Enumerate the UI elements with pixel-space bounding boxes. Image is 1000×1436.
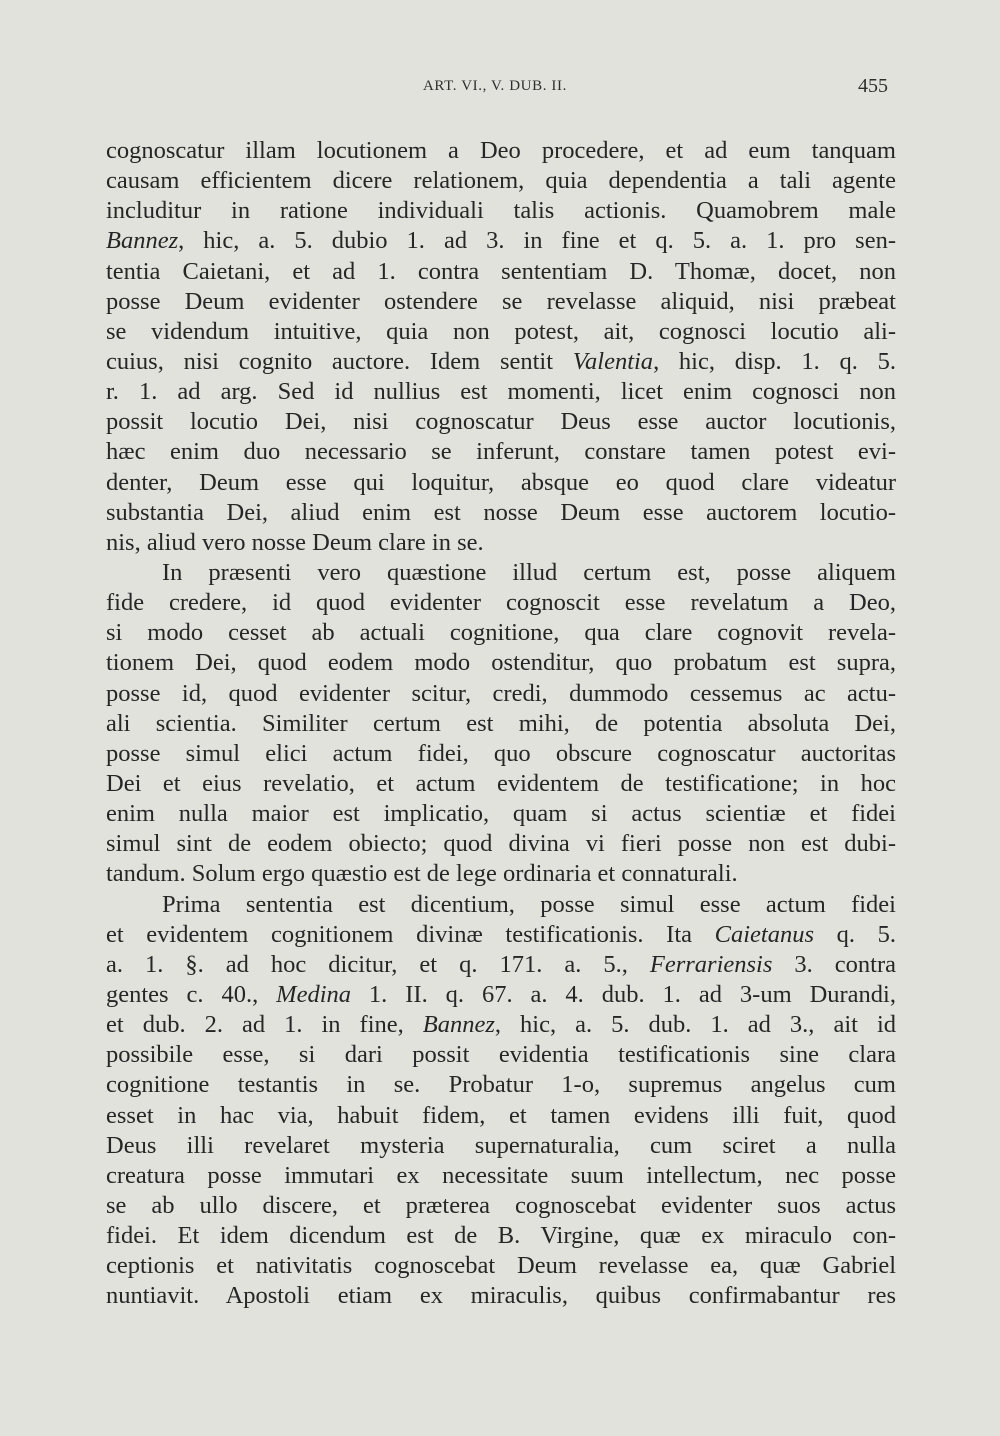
text-line: enim nulla maior est implicatio, quam si actus scientiæ et fidei (106, 800, 896, 828)
text-line: cuius, nisi cognito auctore. Idem sentit Valentia, hic, disp. 1. q. 5. (106, 347, 896, 375)
text-line: se videndum intuitive, quia non potest, ait, cognosci locutio ali- (106, 317, 896, 345)
text-line: fidei. Et idem dicendum est de B. Virgine, quæ ex miraculo con- (106, 1222, 896, 1250)
text-line: et dub. 2. ad 1. in fine, Bannez, hic, a. 5. dub. 1. ad 3., ait id (106, 1011, 897, 1039)
running-title: ART. VI., V. DUB. II. (423, 78, 567, 94)
text-line: esset in hac via, habuit fidem, et tamen evidens illi fuit, quod (106, 1101, 896, 1129)
text-line: hæc enim duo necessario se inferunt, constare tamen potest evi- (106, 438, 896, 466)
page-header (0, 75, 1000, 102)
text-line: a. 1. §. ad hoc dicitur, et q. 171. a. 5., Ferrariensis 3. contra (106, 950, 896, 978)
text-line: includitur in ratione individuali talis actionis. Quamobrem male (106, 197, 896, 225)
text-line: Deus illi revelaret mysteria supernaturalia, cum sciret a nulla (106, 1131, 896, 1159)
text-line: Dei et eius revelatio, et actum evidentem de testificatione; in hoc (106, 769, 896, 797)
page-number: 455 (858, 75, 888, 97)
text-line: tandum. Solum ergo quæstio est de lege ordinaria et connaturali. (106, 860, 738, 888)
text-line: gentes c. 40., Medina 1. II. q. 67. a. 4. dub. 1. ad 3-um Durandi, (106, 980, 896, 1008)
text-line: tentia Caietani, et ad 1. contra sententiam D. Thomæ, docet, non (106, 257, 896, 285)
text-line: ceptionis et nativitatis cognoscebat Deum revelasse ea, quæ Gabriel (106, 1252, 896, 1280)
text-line: tionem Dei, quod eodem modo ostenditur, quo probatum est supra, (106, 649, 896, 677)
text-line: cognitione testantis in se. Probatur 1-o, supremus angelus cum (106, 1071, 896, 1099)
text-line: posse id, quod evidenter scitur, credi, dummodo cessemus ac actu- (106, 679, 896, 707)
text-line: causam efficientem dicere relationem, quia dependentia a tali agente (106, 167, 896, 195)
text-line: et evidentem cognitionem divinæ testificationis. Ita Caietanus q. 5. (106, 920, 896, 948)
text-line: posse Deum evidenter ostendere se revelasse aliquid, nisi præbeat (106, 287, 896, 315)
paragraph-first-line: Prima sententia est dicentium, posse simul esse actum fidei (162, 890, 896, 918)
text-line: nis, aliud vero nosse Deum clare in se. (106, 528, 484, 556)
body-text (106, 136, 896, 1311)
text-line: cognoscatur illam locutionem a Deo procedere, et ad eum tanquam (106, 137, 896, 164)
text-line: possibile esse, si dari possit evidentia testificationis sine clara (106, 1041, 896, 1069)
paragraph-first-line: In præsenti vero quæstione illud certum est, posse aliquem (162, 558, 896, 586)
text-line: denter, Deum esse qui loquitur, absque eo quod clare videatur (106, 468, 896, 496)
text-line: creatura posse immutari ex necessitate suum intellectum, nec posse (106, 1161, 896, 1189)
text-line: r. 1. ad arg. Sed id nullius est momenti, licet enim cognosci non (106, 378, 896, 406)
text-line: simul sint de eodem obiecto; quod divina vi fieri posse non est dubi- (106, 830, 896, 858)
text-line: nuntiavit. Apostoli etiam ex miraculis, quibus confirmabantur res (106, 1282, 896, 1310)
text-line: posse simul elici actum fidei, quo obscure cognoscatur auctoritas (106, 739, 896, 767)
text-line: substantia Dei, aliud enim est nosse Deum esse auctorem locutio- (106, 498, 896, 526)
text-line: se ab ullo discere, et præterea cognoscebat evidenter suos actus (106, 1191, 896, 1219)
text-line: si modo cesset ab actuali cognitione, qua clare cognovit revela- (106, 619, 896, 647)
text-line: Bannez, hic, a. 5. dubio 1. ad 3. in fine et q. 5. a. 1. pro sen- (106, 227, 896, 255)
text-line: ali scientia. Similiter certum est mihi, de potentia absoluta Dei, (106, 709, 896, 737)
text-line: possit locutio Dei, nisi cognoscatur Deus esse auctor locutionis, (106, 408, 896, 436)
text-line: fide credere, id quod evidenter cognoscit esse revelatum a Deo, (106, 589, 896, 617)
